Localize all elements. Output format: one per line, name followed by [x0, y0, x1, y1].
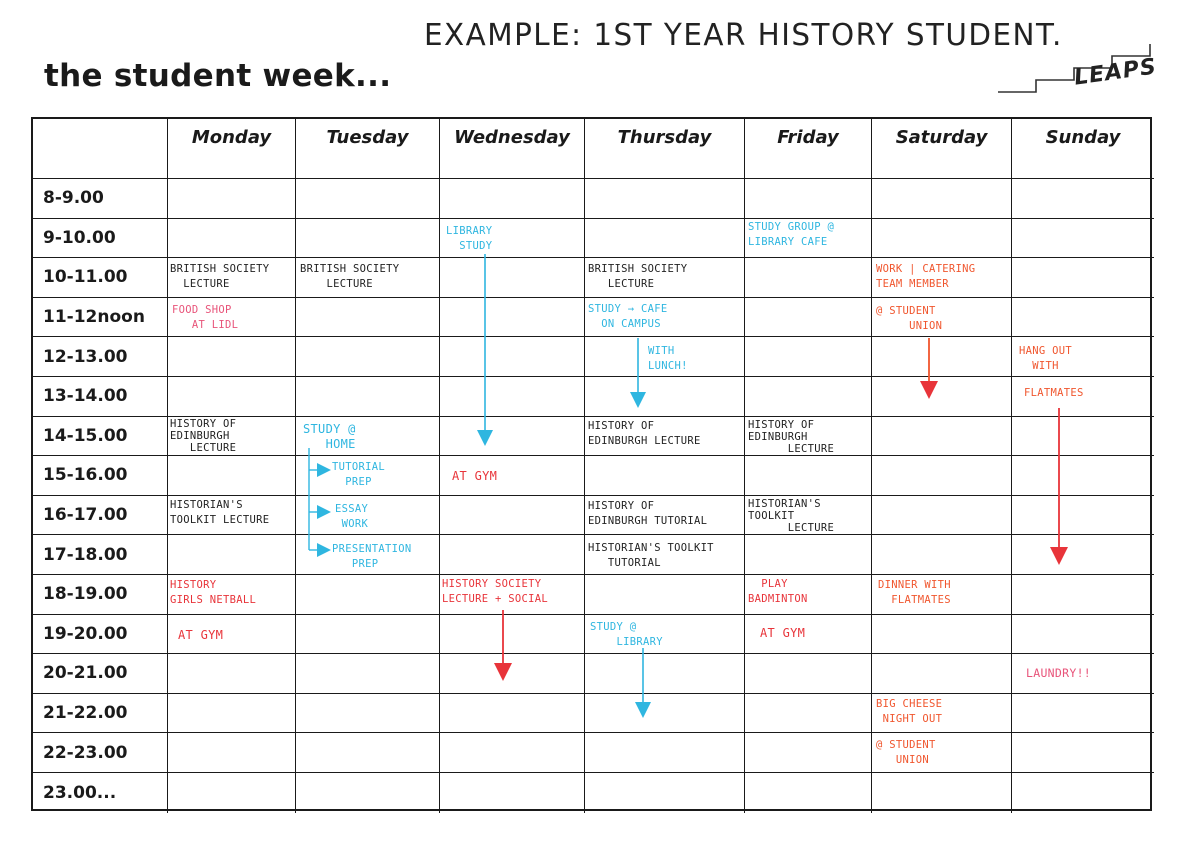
slot-tue — [296, 615, 440, 655]
slot-tue — [296, 377, 440, 417]
slot-sun — [1012, 615, 1154, 655]
slot-sun — [1012, 258, 1154, 298]
slot-sun — [1012, 496, 1154, 536]
day-header-tuesday: Tuesday — [296, 119, 440, 179]
slot-tue — [296, 773, 440, 813]
entry-mon-british-society: BRITISH SOCIETY LECTURE — [170, 263, 270, 290]
slot-wed — [440, 179, 585, 219]
entry-tue-essay-work: ESSAY WORK — [335, 503, 369, 530]
slot-thu — [585, 733, 745, 773]
slot-fri — [745, 179, 872, 219]
slot-wed — [440, 733, 585, 773]
slot-tue — [296, 575, 440, 615]
entry-sat-big-cheese: BIG CHEESE NIGHT OUT — [876, 698, 943, 725]
day-header-saturday: Saturday — [872, 119, 1012, 179]
slot-wed — [440, 377, 585, 417]
slot-sat — [872, 417, 1012, 457]
slot-mon — [168, 733, 296, 773]
slot-sun — [1012, 219, 1154, 259]
slot-wed — [440, 496, 585, 536]
slot-fri — [745, 733, 872, 773]
time-label: 13-14.00 — [33, 377, 168, 417]
time-label: 8-9.00 — [33, 179, 168, 219]
entry-thu-study-library: STUDY @ LIBRARY — [590, 621, 663, 648]
time-label: 10-11.00 — [33, 258, 168, 298]
leaps-logo — [996, 40, 1159, 102]
slot-wed — [440, 417, 585, 457]
time-label: 16-17.00 — [33, 496, 168, 536]
slot-sat — [872, 615, 1012, 655]
slot-fri — [745, 456, 872, 496]
slot-thu — [585, 694, 745, 734]
slot-fri — [745, 773, 872, 813]
entry-wed-gym: AT GYM — [452, 469, 498, 483]
slot-wed — [440, 337, 585, 377]
slot-wed — [440, 615, 585, 655]
slot-fri — [745, 337, 872, 377]
slot-mon — [168, 377, 296, 417]
entry-sat-dinner: DINNER WITH FLATMATES — [878, 579, 951, 606]
slot-sat — [872, 377, 1012, 417]
slot-sun — [1012, 694, 1154, 734]
slot-sun — [1012, 575, 1154, 615]
slot-sat — [872, 773, 1012, 813]
slot-mon — [168, 456, 296, 496]
slot-wed — [440, 694, 585, 734]
entry-tue-tutorial-prep: TUTORIAL PREP — [332, 461, 385, 488]
slot-mon — [168, 337, 296, 377]
slot-fri — [745, 377, 872, 417]
slot-sun — [1012, 773, 1154, 813]
time-label: 21-22.00 — [33, 694, 168, 734]
time-label: 22-23.00 — [33, 733, 168, 773]
entry-sun-laundry: LAUNDRY!! — [1026, 666, 1092, 680]
slot-sun — [1012, 298, 1154, 338]
entry-sun-flatmates: FLATMATES — [1024, 387, 1084, 399]
slot-fri — [745, 258, 872, 298]
day-header-thursday: Thursday — [585, 119, 745, 179]
slot-sat — [872, 535, 1012, 575]
entry-fri-study-group: STUDY GROUP @ LIBRARY CAFE — [748, 221, 835, 248]
slot-sat — [872, 337, 1012, 377]
time-label: 14-15.00 — [33, 417, 168, 457]
slot-sun — [1012, 456, 1154, 496]
entry-tue-british-society: BRITISH SOCIETY LECTURE — [300, 263, 400, 290]
slot-wed — [440, 258, 585, 298]
slot-wed — [440, 298, 585, 338]
day-header-friday: Friday — [745, 119, 872, 179]
day-header-monday: Monday — [168, 119, 296, 179]
time-label: 15-16.00 — [33, 456, 168, 496]
entry-mon-netball: HISTORY GIRLS NETBALL — [170, 579, 257, 606]
slot-sat — [872, 456, 1012, 496]
entry-sun-hang-out: HANG OUT WITH — [1019, 345, 1072, 372]
slot-mon — [168, 773, 296, 813]
slot-tue — [296, 179, 440, 219]
slot-wed — [440, 535, 585, 575]
slot-sat — [872, 496, 1012, 536]
entry-mon-gym: AT GYM — [178, 628, 224, 642]
day-header-wednesday: Wednesday — [440, 119, 585, 179]
page-title: the student week... — [44, 58, 392, 94]
entry-mon-food-shop: FOOD SHOP AT LIDL — [172, 304, 239, 331]
slot-thu — [585, 179, 745, 219]
slot-tue — [296, 694, 440, 734]
entry-thu-british-society: BRITISH SOCIETY LECTURE — [588, 263, 688, 290]
entry-fri-badminton: PLAY BADMINTON — [748, 578, 808, 605]
time-label: 17-18.00 — [33, 535, 168, 575]
page-subtitle: EXAMPLE: 1ST YEAR HISTORY STUDENT. — [424, 18, 1063, 53]
time-label: 19-20.00 — [33, 615, 168, 655]
entry-sat-student-union-2: @ STUDENT UNION — [876, 739, 936, 766]
slot-mon — [168, 694, 296, 734]
slot-thu — [585, 377, 745, 417]
slot-tue — [296, 219, 440, 259]
entry-thu-lunch: WITH LUNCH! — [648, 345, 688, 372]
slot-mon — [168, 535, 296, 575]
entry-mon-edinburgh-lecture: HISTORY OF EDINBURGH LECTURE — [170, 418, 237, 454]
timetable — [31, 117, 1152, 811]
entry-tue-study-home: STUDY @ HOME — [303, 422, 356, 451]
slot-sun — [1012, 417, 1154, 457]
entry-fri-gym: AT GYM — [760, 626, 806, 640]
slot-mon — [168, 179, 296, 219]
corner-cell — [33, 119, 168, 179]
slot-sun — [1012, 179, 1154, 219]
entry-mon-toolkit-lecture: HISTORIAN'S TOOLKIT LECTURE — [170, 499, 270, 526]
entry-thu-edinburgh-tutorial: HISTORY OF EDINBURGH TUTORIAL — [588, 500, 708, 527]
slot-thu — [585, 219, 745, 259]
slot-sat — [872, 219, 1012, 259]
time-label: 23.00... — [33, 773, 168, 813]
slot-fri — [745, 694, 872, 734]
slot-wed — [440, 773, 585, 813]
slot-fri — [745, 298, 872, 338]
slot-thu — [585, 575, 745, 615]
entry-fri-edinburgh-lecture: HISTORY OF EDINBURGH LECTURE — [748, 419, 835, 455]
entry-tue-presentation-prep: PRESENTATION PREP — [332, 543, 412, 570]
slot-tue — [296, 298, 440, 338]
slot-fri — [745, 535, 872, 575]
day-header-sunday: Sunday — [1012, 119, 1154, 179]
entry-thu-edinburgh-lecture: HISTORY OF EDINBURGH LECTURE — [588, 420, 701, 447]
logo-text: LEAPS — [1072, 54, 1159, 91]
slot-tue — [296, 733, 440, 773]
entry-sat-work: WORK | CATERING TEAM MEMBER — [876, 263, 976, 290]
slot-tue — [296, 654, 440, 694]
time-label: 18-19.00 — [33, 575, 168, 615]
entry-fri-toolkit-lecture: HISTORIAN'S TOOLKIT LECTURE — [748, 498, 835, 534]
time-label: 11-12noon — [33, 298, 168, 338]
slot-mon — [168, 219, 296, 259]
entry-thu-toolkit-tutorial: HISTORIAN'S TOOLKIT TUTORIAL — [588, 542, 714, 569]
entry-wed-library-study: LIBRARY STUDY — [446, 225, 493, 252]
slot-sun — [1012, 733, 1154, 773]
entry-thu-study-cafe: STUDY → CAFE ON CAMPUS — [588, 303, 668, 330]
time-label: 12-13.00 — [33, 337, 168, 377]
slot-tue — [296, 337, 440, 377]
slot-thu — [585, 456, 745, 496]
slot-fri — [745, 654, 872, 694]
slot-mon — [168, 654, 296, 694]
time-label: 20-21.00 — [33, 654, 168, 694]
slot-sat — [872, 654, 1012, 694]
slot-sun — [1012, 535, 1154, 575]
slot-thu — [585, 773, 745, 813]
entry-wed-history-society: HISTORY SOCIETY LECTURE + SOCIAL — [442, 578, 548, 605]
slot-thu — [585, 654, 745, 694]
slot-wed — [440, 654, 585, 694]
time-label: 9-10.00 — [33, 219, 168, 259]
slot-sat — [872, 179, 1012, 219]
entry-sat-student-union: @ STUDENT UNION — [876, 305, 943, 332]
